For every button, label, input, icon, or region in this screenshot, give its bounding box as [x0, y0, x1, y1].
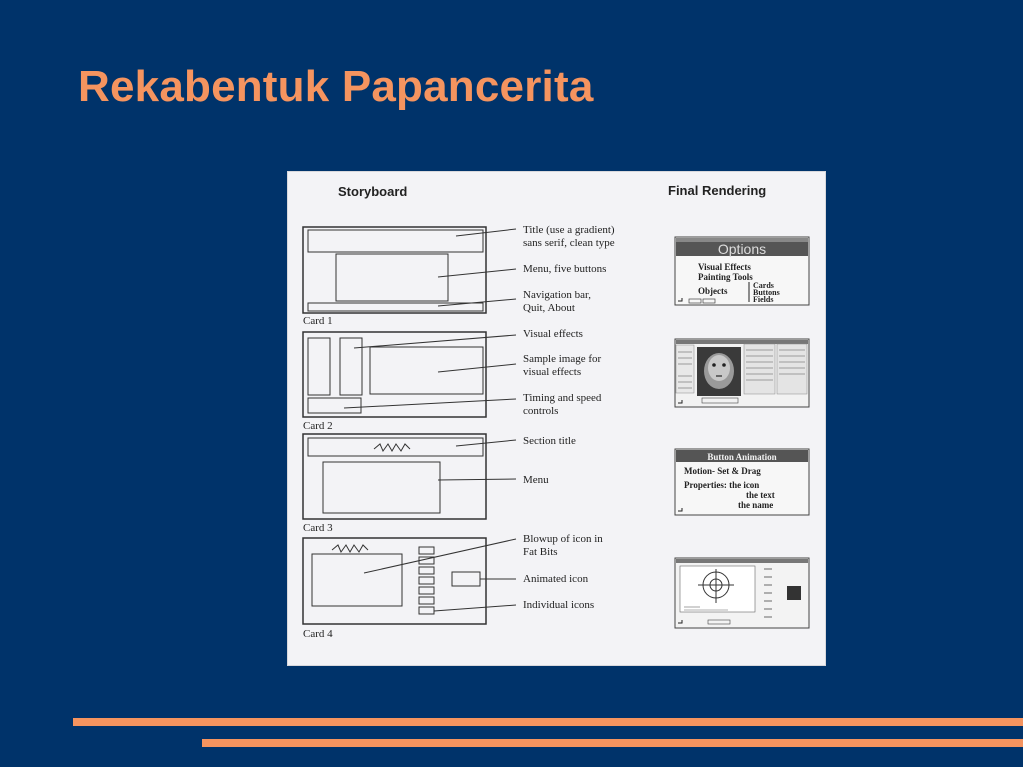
final-rendering-heading: Final Rendering: [668, 183, 767, 198]
render-3-line-2a: Properties: the icon: [684, 480, 760, 490]
card-1-annotation-2: Menu, five buttons: [523, 263, 607, 275]
card-2-annotation-2b: visual effects: [523, 366, 582, 378]
card-2-sketch: [303, 332, 516, 417]
card-1-annotation-1b: sans serif, clean type: [523, 237, 615, 249]
render-1-menu-1: Visual Effects: [698, 262, 751, 272]
render-3-line-2b: the text: [746, 490, 775, 500]
card-2-annotation-3a: Timing and speed: [523, 392, 602, 404]
slide-title: Rekabentuk Papancerita: [78, 62, 594, 111]
card-3-annotation-1: Section title: [523, 435, 576, 447]
storyboard-diagram: [288, 172, 825, 665]
card-1-label: Card 1: [303, 315, 333, 327]
render-1-menu-2: Painting Tools: [698, 272, 753, 282]
card-2-annotation-1: Visual effects: [523, 328, 583, 340]
card-4-sketch: [303, 538, 516, 624]
accent-line-top: [73, 718, 1023, 726]
card-1-annotation-1a: Title (use a gradient): [523, 224, 615, 236]
card-4-annotation-1a: Blowup of icon in: [523, 533, 603, 545]
render-3-line-2c: the name: [738, 500, 774, 510]
card-1-annotation-3a: Navigation bar,: [523, 289, 591, 301]
render-2-visual-effects-screen: [675, 339, 809, 407]
render-1-title: Options: [717, 241, 767, 257]
storyboard-heading: Storyboard: [338, 184, 408, 199]
render-1-obj-buttons: Buttons: [753, 288, 780, 297]
card-4-annotation-2: Animated icon: [523, 573, 589, 585]
storyboard-figure: [287, 171, 826, 666]
render-3-button-animation-screen: [675, 449, 809, 515]
card-4-annotation-3: Individual icons: [523, 599, 595, 611]
card-3-annotation-2: Menu: [523, 474, 549, 486]
render-3-title: Button Animation: [707, 452, 777, 462]
render-4-icon-editor-screen: [675, 558, 809, 628]
accent-line-bottom: [202, 739, 1023, 747]
card-2-annotation-2a: Sample image for: [523, 353, 602, 365]
render-1-obj-fields: Fields: [753, 295, 774, 304]
card-2-annotation-3b: controls: [523, 405, 559, 417]
card-4-annotation-1b: Fat Bits: [523, 546, 558, 558]
card-1-sketch: [303, 227, 516, 313]
card-4-label: Card 4: [303, 628, 333, 640]
card-3-sketch: [303, 434, 516, 519]
render-3-line-1: Motion- Set & Drag: [684, 466, 761, 476]
render-1-obj-cards: Cards: [753, 281, 774, 290]
render-1-options-screen: [675, 237, 809, 305]
card-2-label: Card 2: [303, 420, 333, 432]
render-1-objects: Objects: [698, 286, 728, 296]
card-3-label: Card 3: [303, 522, 333, 534]
card-1-annotation-3b: Quit, About: [523, 302, 575, 314]
